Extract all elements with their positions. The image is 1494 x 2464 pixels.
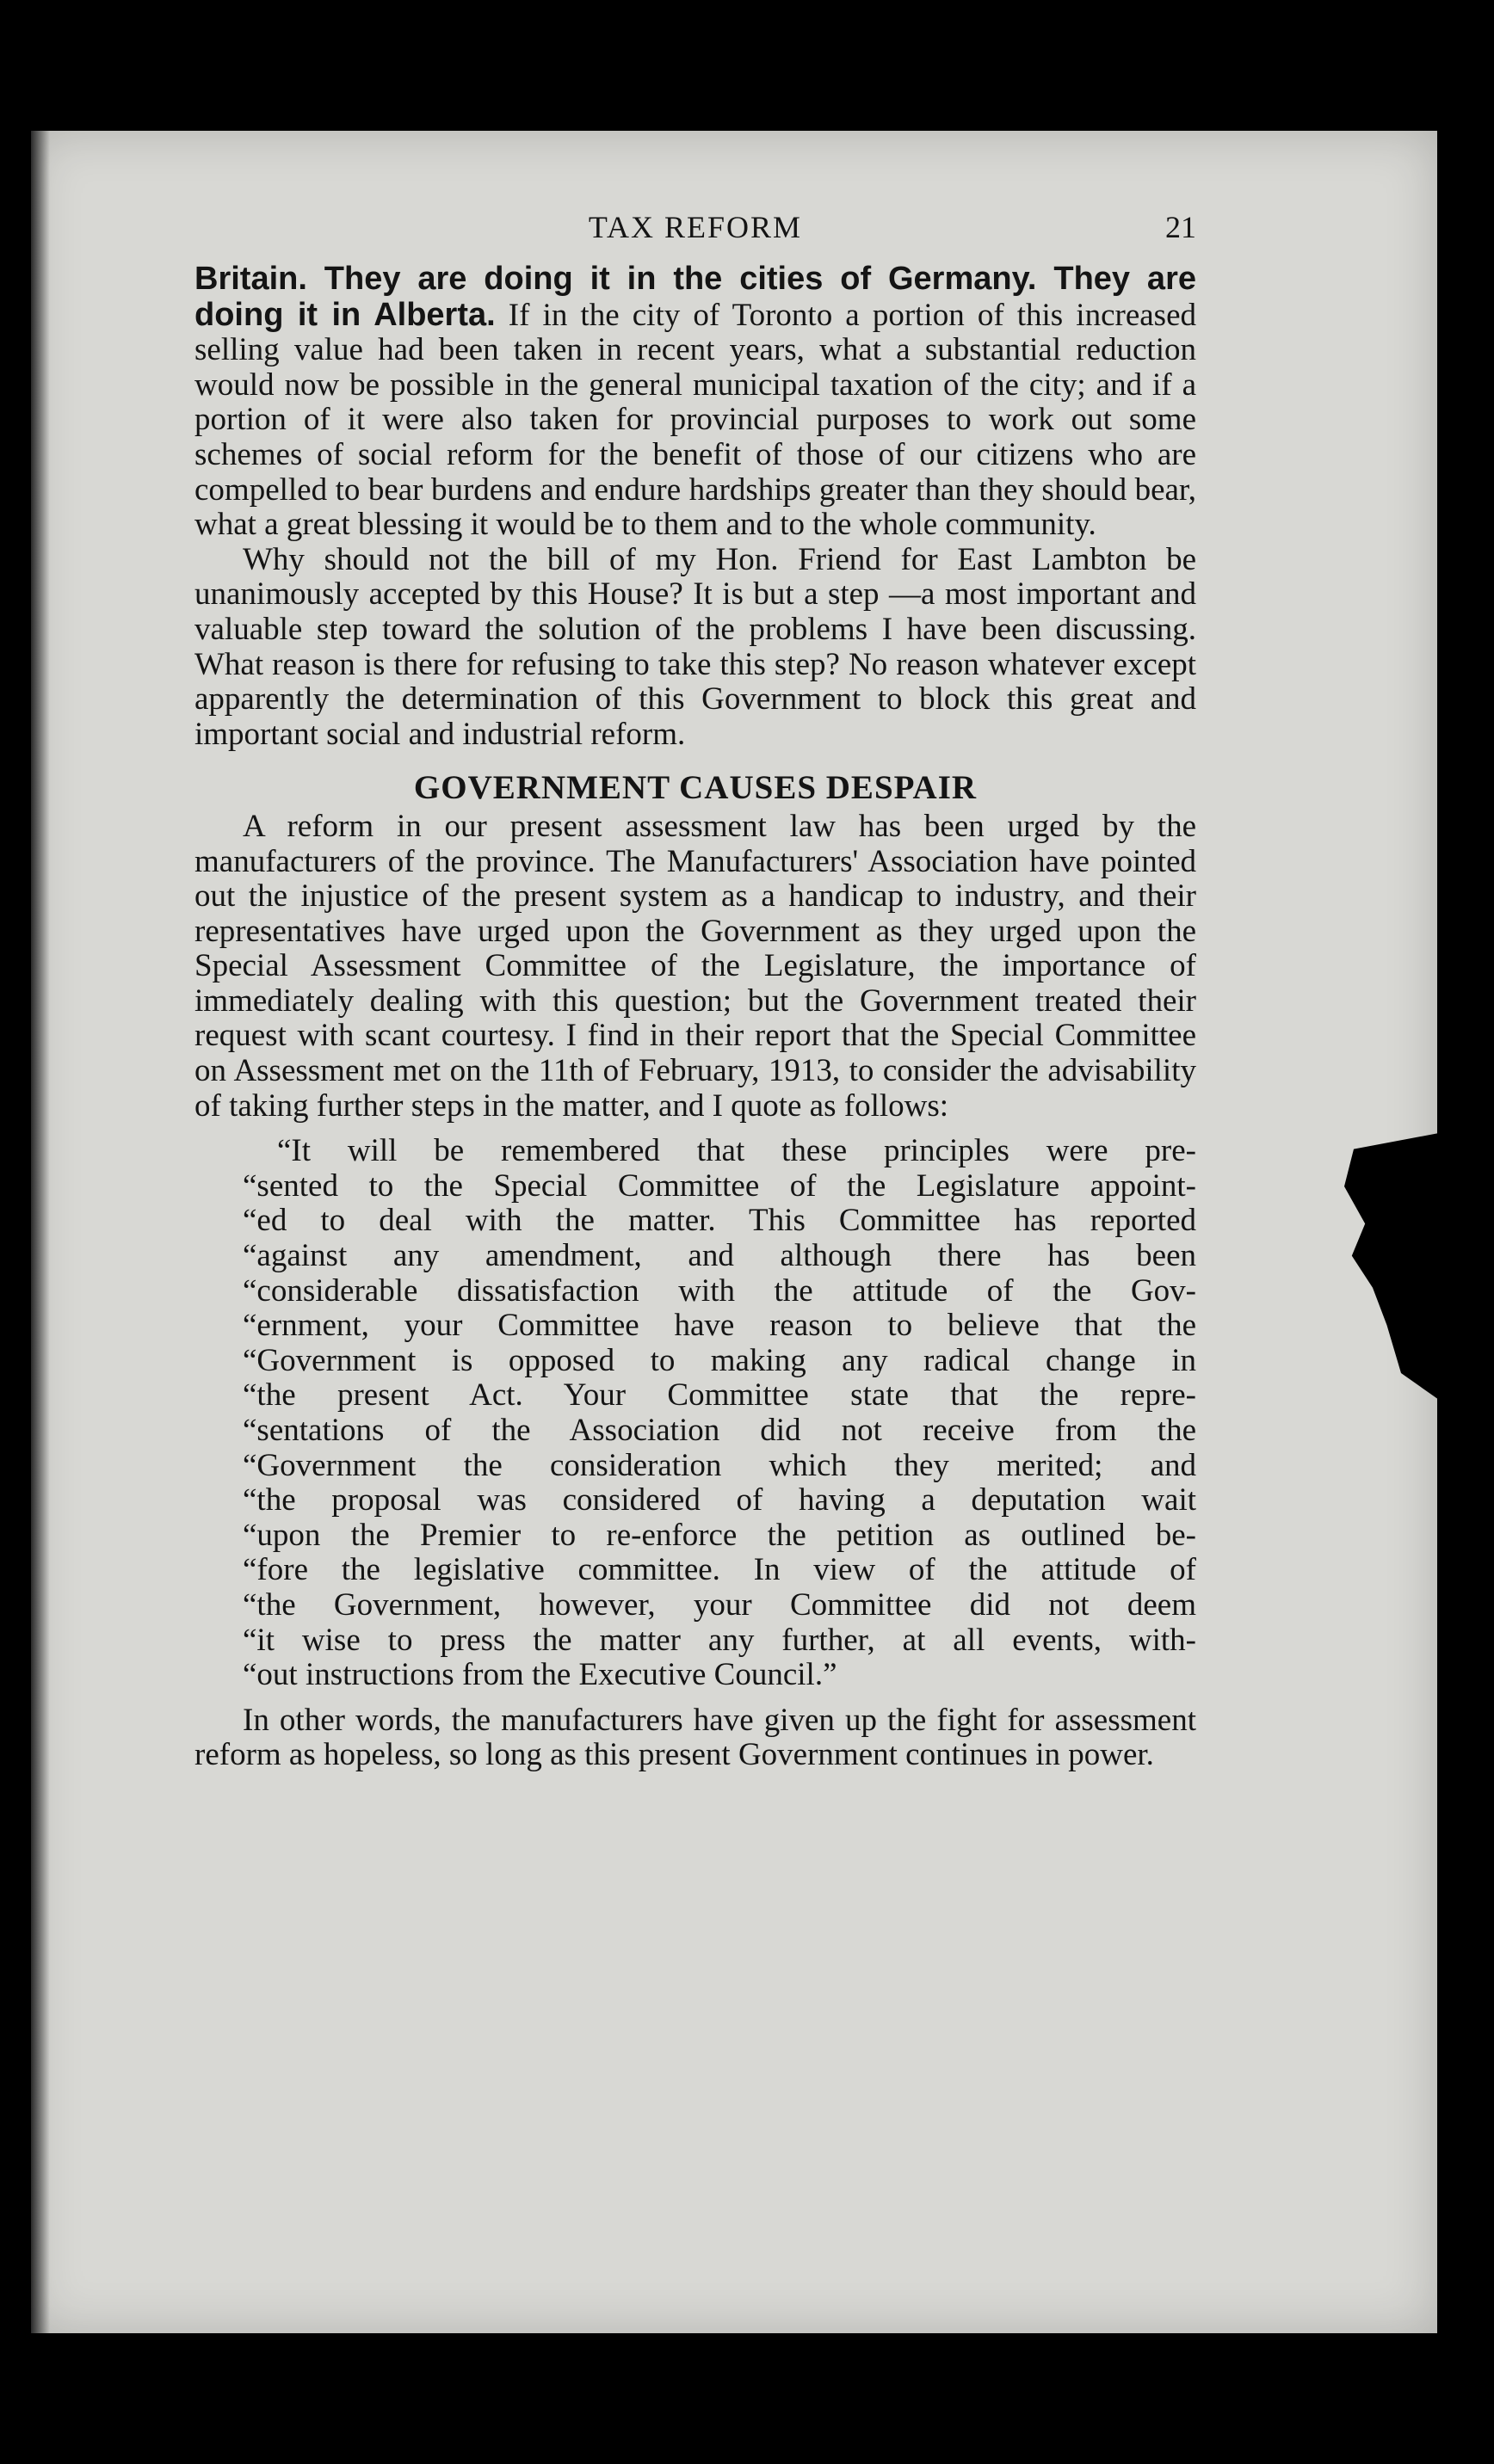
- quote-line: “out instructions from the Executive Council.”: [243, 1657, 837, 1693]
- quote-line: “the present Act. Your Committee state that the repre-: [243, 1377, 1196, 1414]
- block-quote: [243, 1134, 1196, 1693]
- quote-line: “It will be remembered that these principles were pre-: [277, 1133, 1196, 1169]
- quote-line: “sentations of the Association did not receive from the: [243, 1413, 1196, 1448]
- quote-line: “against any amendment, and although there has been: [243, 1238, 1196, 1274]
- running-header: [194, 210, 1196, 262]
- quote-line: “the Government, however, your Committee did not deem: [243, 1586, 1196, 1623]
- running-title: TAX REFORM: [588, 210, 803, 244]
- quote-line: “the proposal was considered of having a deputation wait: [243, 1482, 1196, 1518]
- quote-line: “it wise to press the matter any further, at all events, with-: [243, 1622, 1196, 1658]
- quote-line: “considerable dissatisfaction with the attitude of the Gov-: [243, 1272, 1196, 1309]
- quote-line: “ernment, your Committee have reason to believe that the: [243, 1308, 1196, 1344]
- quote-line: “Government the consideration which they merited; and: [243, 1447, 1196, 1483]
- paragraph-1: [194, 262, 1196, 543]
- section-heading: GOVERNMENT CAUSES DESPAIR: [413, 769, 978, 807]
- quote-line: “ed to deal with the matter. This Committee has reported: [243, 1203, 1196, 1239]
- page-number: 21: [1165, 210, 1196, 244]
- quote-line: “fore the legislative committee. In view of the attitude of: [243, 1552, 1196, 1588]
- torn-edge: [1344, 1133, 1439, 1400]
- quote-line: “Government is opposed to making any radical change in: [243, 1342, 1196, 1378]
- paragraph-1-text: If in the city of Toronto a portion of this increased selling value had been taken in recent years, what a substantial reduction would now be possible in the general municipal taxation of the city; and if a portion of it were also taken for provincial purposes to work out some schemes of social reform for the benefit of those of our citizens who are compelled to bear burdens and endure hardships greater than they should bear, what a great blessing it would be to them and to the whole community.: [194, 297, 1196, 543]
- paragraph-4: In other words, the manufacturers have given up the fight for assessment reform as hopeless, so long as this present Government continues in power.: [194, 1702, 1196, 1773]
- paragraph-2: Why should not the bill of my Hon. Friend for East Lambton be unanimously accepted by this House? It is but a step —a most important and valuable step toward the solution of the problems I have been discussing. What reason is there for refusing to take this step? No reason whatever except apparently the determination of this Government to block this great and important social and industrial reform.: [194, 541, 1196, 752]
- paragraph-3: A reform in our present assessment law has been urged by the manufacturers of the province. The Manufacturers' Association have pointed out the injustice of the present system as a handicap to industry, and their representatives have urged upon the Government as they urged upon the Special Assessment Committee of the Legislature, the importance of immediately dealing with this question; but the Government treated their request with scant courtesy. I find in their report that the Special Committee on Assessment met on the 11th of February, 1913, to consider the advisability of taking further steps in the matter, and I quote as follows:: [194, 808, 1196, 1124]
- quote-line: “upon the Premier to re-enforce the petition as outlined be-: [243, 1517, 1196, 1553]
- paragraph-1-bold-lead: Britain. They are doing it in the cities of Germany. They are doing it in Alberta.: [194, 261, 1196, 333]
- quote-line: “sented to the Special Committee of the Legislature appoint-: [243, 1167, 1196, 1204]
- spine-shadow: [31, 131, 50, 2333]
- page-content: [194, 210, 1196, 1773]
